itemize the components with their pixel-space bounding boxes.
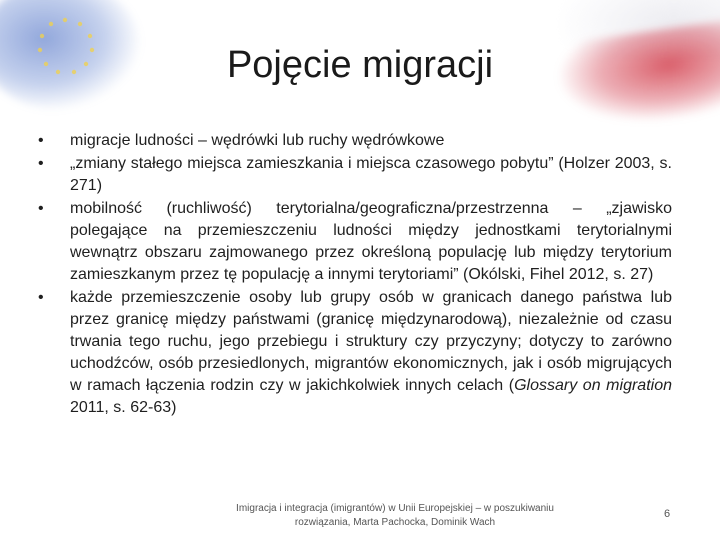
page-number: 6 <box>664 508 671 520</box>
bullet-item-4 <box>36 287 672 419</box>
bullet-list <box>36 130 672 420</box>
slide-title: Pojęcie migracji <box>226 44 494 86</box>
bullet-text-after: 2011, s. 62-63) <box>70 399 177 416</box>
bullet-text-italic-source: Glossary on migration <box>514 377 672 394</box>
bullet-item-1 <box>36 130 672 152</box>
bullet-item-2 <box>36 153 672 197</box>
slide-footer: Imigracja i integracja (imigrantów) w Unii Europejskiej – w poszukiwaniu rozwiązania, Marta Pachocka, Dominik Wach <box>236 503 554 528</box>
bullet-text: mobilność (ruchliwość) terytorialna/geograficzna/przestrzenna – „zjawisko polegające na przemieszczeniu ludności między jednostkami terytorialnymi wewnątrz obszaru zajmowanego przez określoną populację lub między terytorium zamieszkanym przez tę populację a innymi terytoriami” (Okólski, Fihel 2012, s. 27) <box>70 200 672 283</box>
bullet-marker: • <box>38 132 44 149</box>
bullet-marker: • <box>38 200 44 217</box>
bullet-text: migracje ludności – wędrówki lub ruchy wędrówkowe <box>70 132 445 149</box>
bullet-text-before: każde przemieszczenie osoby lub grupy osób w granicach danego państwa lub przez granicę między państwami (granicę międzynarodową), niezależnie od czasu trwania tego ruchu, jego przebiegu i struktury czy przyczyny; dotyczy to zarówno uchodźców, osób przesiedlonych, migrantów ekonomicznych, jak i osób migrujących w ramach łączenia rodzin czy w jakichkolwiek innych celach ( <box>70 289 672 394</box>
bullet-text: „zmiany stałego miejsca zamieszkania i miejsca czasowego pobytu” (Holzer 2003, s. 271) <box>70 155 672 194</box>
bullet-marker: • <box>38 155 44 172</box>
bullet-item-3 <box>36 198 672 286</box>
bullet-marker: • <box>38 289 44 306</box>
